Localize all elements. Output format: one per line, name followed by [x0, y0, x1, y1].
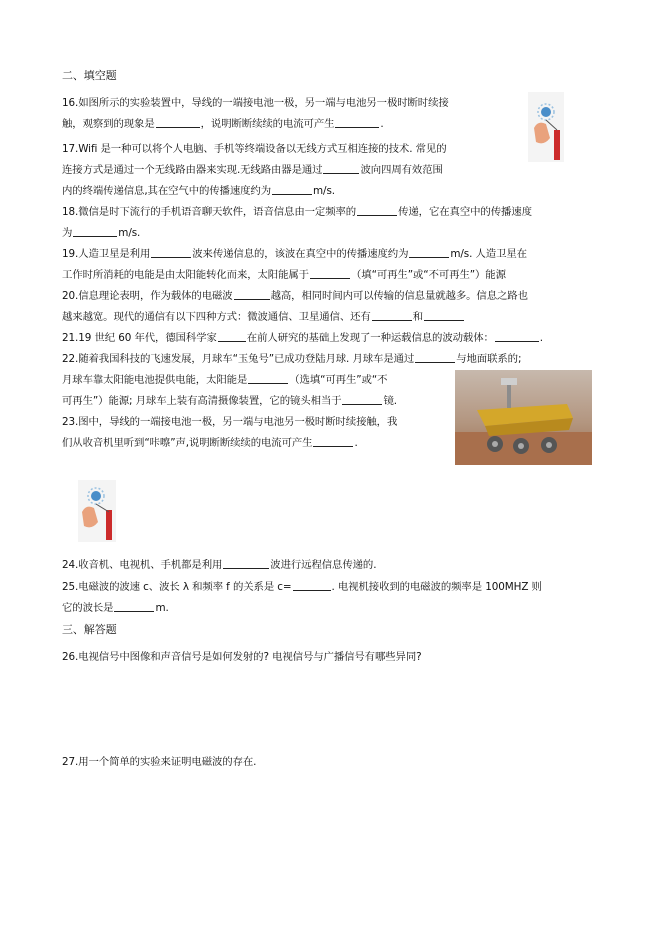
- blank: [218, 331, 246, 342]
- q17-line1: 17.Wifi 是一种可以将个人电脑、手机等终端设备以无线方式互相连接的技术. 常见的: [62, 143, 447, 155]
- blank: [293, 580, 331, 591]
- q18-line2: 为 m/s.: [62, 227, 141, 239]
- blank: [151, 247, 191, 258]
- q22-line2: 月球车靠太阳能电池提供电能，太阳能是 （选填“可再生”或“不: [62, 374, 388, 386]
- q22-line1: 22.随着我国科技的飞速发展，月球车“玉兔号”已成功登陆月球. 月球车是通过 与地面联系的;: [62, 353, 522, 365]
- blank: [248, 373, 288, 384]
- q25-line2: 它的波长是 m.: [62, 602, 169, 614]
- hand-wire-battery-figure: [520, 90, 572, 165]
- q23-line2: 们从收音机里听到“咔嚓”声,说明断断续续的电流可产生 .: [62, 437, 358, 449]
- blank: [272, 184, 312, 195]
- blank: [156, 117, 200, 128]
- q18-line1: 18.微信是时下流行的手机语音聊天软件，语音信息由一定频率的 传递，它在真空中的传播速度: [62, 206, 532, 218]
- q19-line2: 工作时所消耗的电能是由太阳能转化而来，太阳能属于 （填“可再生”或“不可再生”）能源: [62, 269, 506, 281]
- q22-line3: 可再生”）能源; 月球车上装有高清摄像装置，它的镜头相当于 镜.: [62, 395, 397, 407]
- q27-question: 27.用一个简单的实验来证明电磁波的存在.: [62, 756, 257, 768]
- blank: [323, 163, 359, 174]
- q20-line2: 越来越宽。现代的通信有以下四种方式：微波通信、卫星通信、还有 和: [62, 310, 465, 324]
- lunar-rover-image: [455, 370, 592, 465]
- blank: [415, 352, 455, 363]
- blank: [335, 117, 379, 128]
- blank: [372, 310, 412, 321]
- q24-line: 24.收音机、电视机、手机都是利用 波进行远程信息传递的.: [62, 559, 377, 571]
- blank: [310, 268, 350, 279]
- q25-line1: 25.电磁波的波速 c、波长 λ 和频率 f 的关系是 c= . 电视机接收到的电磁波的频率是 100MHZ 则: [62, 581, 542, 593]
- hand-wire-battery-figure-2: [72, 478, 122, 544]
- q20-line1: 20.信息理论表明，作为载体的电磁波 越高，相同时间内可以传输的信息量就越多。信息之路也: [62, 290, 528, 302]
- blank: [495, 331, 539, 342]
- blank: [114, 601, 154, 612]
- q16-line1: 16.如图所示的实验装置中，导线的一端接电池一极，另一端与电池另一极时断时续接: [62, 97, 449, 109]
- blank: [357, 205, 397, 216]
- blank: [234, 289, 270, 300]
- q26-question: 26.电视信号中图像和声音信号是如何发射的? 电视信号与广播信号有哪些异同?: [62, 651, 422, 663]
- blank: [342, 394, 382, 405]
- blank: [73, 226, 117, 237]
- section-heading-fill-in: 二、填空题: [62, 69, 117, 82]
- section-heading-answer: 三、解答题: [62, 623, 117, 636]
- q17-line3: 内的终端传递信息,其在空气中的传播速度约为 m/s.: [62, 185, 335, 197]
- q21-line: 21.19 世纪 60 年代，德国科学家 在前人研究的基础上发现了一种运载信息的波动载体： .: [62, 332, 543, 344]
- q16-line2: 触，观察到的现象是 ，说明断断续续的电流可产生 .: [62, 118, 384, 130]
- blank: [409, 247, 449, 258]
- q19-line1: 19.人造卫星是利用 波来传递信息的，该波在真空中的传播速度约为 m/s. 人造卫星在: [62, 248, 527, 260]
- blank: [313, 436, 353, 447]
- q23-line1: 23.图中，导线的一端接电池一极，另一端与电池另一极时断时续接触，我: [62, 416, 398, 428]
- blank: [223, 558, 269, 569]
- blank: [424, 310, 464, 321]
- q17-line2: 连接方式是通过一个无线路由器来实现.无线路由器是通过 波向四周有效范围: [62, 164, 443, 176]
